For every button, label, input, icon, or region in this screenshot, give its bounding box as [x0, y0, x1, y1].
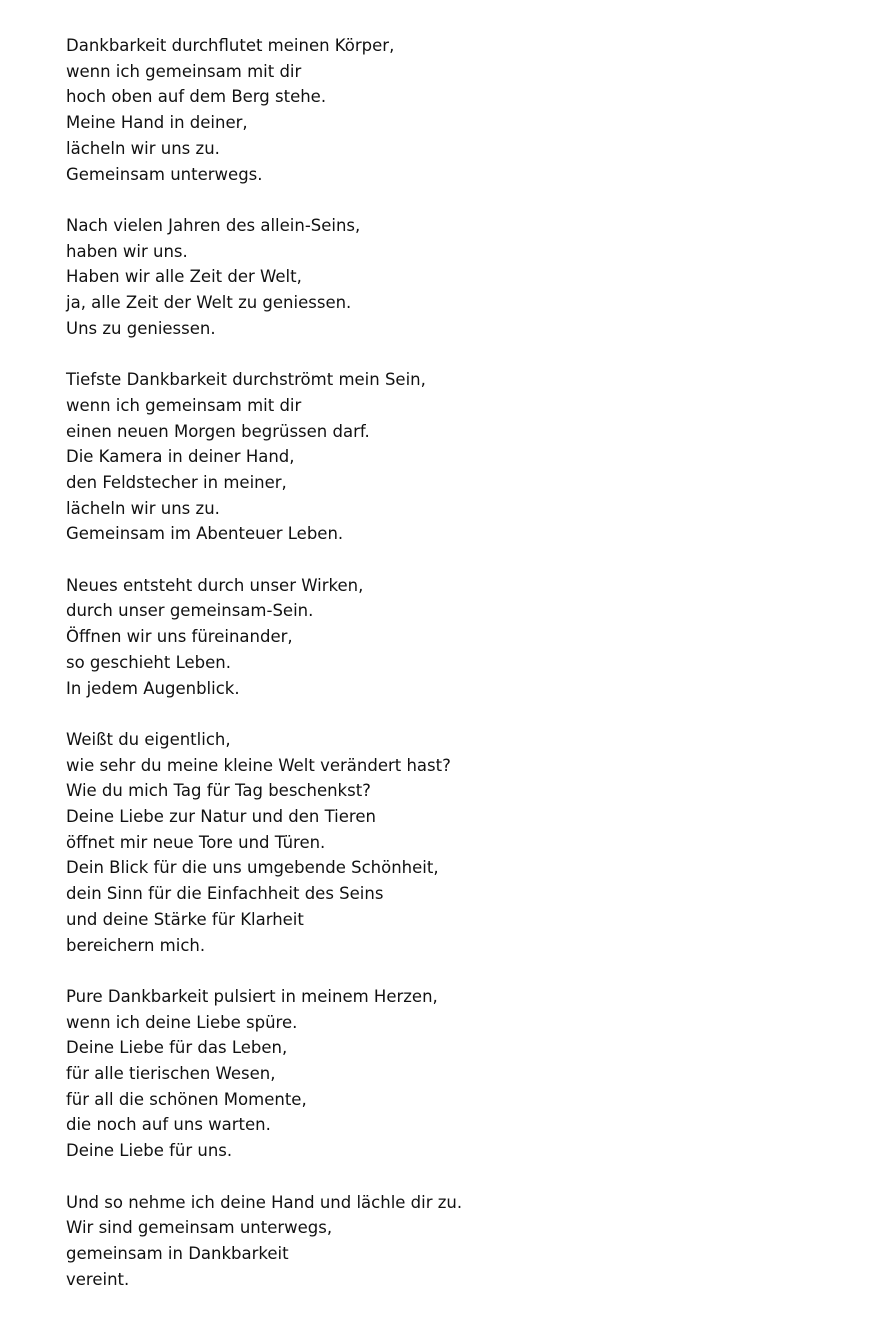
poem-line: Deine Liebe für das Leben, [66, 1038, 288, 1058]
poem-line: Gemeinsam im Abenteuer Leben. [66, 524, 344, 544]
poem-line: wenn ich gemeinsam mit dir [66, 61, 302, 81]
poem-line: Öffnen wir uns füreinander, [66, 627, 293, 647]
poem-line: öffnet mir neue Tore und Türen. [66, 832, 326, 852]
poem-line: den Feldstecher in meiner, [66, 472, 287, 492]
poem-line: Tiefste Dankbarkeit durchströmt mein Sein, [66, 370, 426, 390]
stanza [66, 727, 462, 958]
poem-line: gemeinsam in Dankbarkeit [66, 1243, 289, 1263]
poem-line: lächeln wir uns zu. [66, 138, 220, 158]
poem-line: Uns zu geniessen. [66, 318, 216, 338]
stanza [66, 573, 462, 702]
poem-line: Neues entsteht durch unser Wirken, [66, 575, 364, 595]
poem-line: lächeln wir uns zu. [66, 498, 220, 518]
poem-line: Deine Liebe zur Natur und den Tieren [66, 807, 376, 827]
poem-line: Weißt du eigentlich, [66, 729, 231, 749]
poem-line: bereichern mich. [66, 935, 206, 955]
poem-line: haben wir uns. [66, 241, 188, 261]
stanza [66, 984, 462, 1164]
poem-line: Die Kamera in deiner Hand, [66, 447, 295, 467]
stanza [66, 367, 462, 547]
poem-line: so geschieht Leben. [66, 652, 231, 672]
poem-line: und deine Stärke für Klarheit [66, 909, 304, 929]
poem-line: Dein Blick für die uns umgebende Schönheit, [66, 858, 439, 878]
poem-line: durch unser gemeinsam-Sein. [66, 601, 314, 621]
poem-line: dein Sinn für die Einfachheit des Seins [66, 884, 384, 904]
poem-line: Wie du mich Tag für Tag beschenkst? [66, 781, 371, 801]
poem-line: wenn ich gemeinsam mit dir [66, 395, 302, 415]
poem-line: Deine Liebe für uns. [66, 1141, 233, 1161]
poem-line: einen neuen Morgen begrüssen darf. [66, 421, 370, 441]
stanza [66, 213, 462, 342]
poem-line: Gemeinsam unterwegs. [66, 164, 263, 184]
poem-line: hoch oben auf dem Berg stehe. [66, 87, 327, 107]
poem-line: wie sehr du meine kleine Welt verändert hast? [66, 755, 451, 775]
poem-line: Dankbarkeit durchflutet meinen Körper, [66, 36, 395, 55]
stanza [66, 33, 462, 187]
poem-text [66, 33, 462, 1318]
poem-line: Haben wir alle Zeit der Welt, [66, 267, 302, 287]
poem-line: Meine Hand in deiner, [66, 113, 248, 133]
poem-line: Nach vielen Jahren des allein-Seins, [66, 215, 361, 235]
poem-line: vereint. [66, 1269, 130, 1289]
stanza [66, 1190, 462, 1293]
poem-line: In jedem Augenblick. [66, 678, 240, 698]
poem-line: Wir sind gemeinsam unterwegs, [66, 1218, 333, 1238]
poem-line: wenn ich deine Liebe spüre. [66, 1012, 298, 1032]
poem-line: Und so nehme ich deine Hand und lächle dir zu. [66, 1192, 463, 1212]
poem-line: Pure Dankbarkeit pulsiert in meinem Herzen, [66, 986, 438, 1006]
poem-line: für alle tierischen Wesen, [66, 1064, 276, 1084]
poem-line: für all die schönen Momente, [66, 1089, 307, 1109]
poem-line: die noch auf uns warten. [66, 1115, 271, 1135]
poem-line: ja, alle Zeit der Welt zu geniessen. [66, 293, 352, 313]
